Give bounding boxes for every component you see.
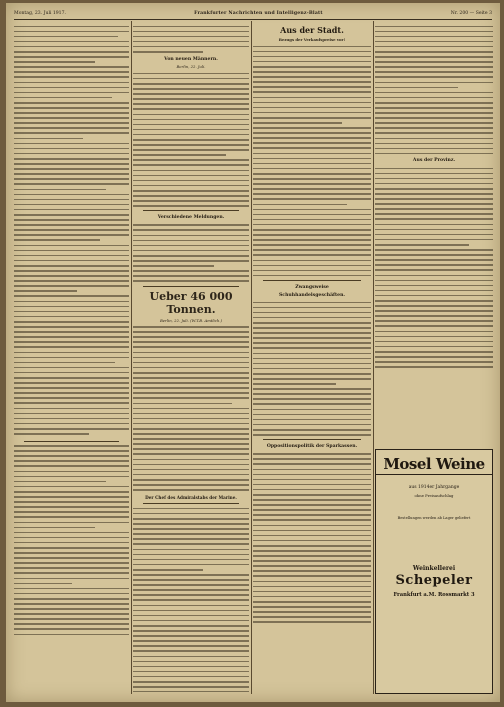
text-block: [133, 26, 249, 53]
ad-company-name: Schepeler: [395, 573, 473, 588]
ad-address: Frankfurt a.M. Rossmarkt 3: [393, 592, 475, 598]
column-rule: [131, 21, 132, 694]
ad-line: ohne Preisaufschlag: [414, 493, 454, 498]
header-page-number: Nr. 200 — Seite 3: [450, 10, 492, 16]
column-3: [253, 22, 371, 692]
column-1: [14, 22, 129, 692]
ad-line: aus 1914er Jahrgange: [408, 485, 460, 490]
ad-brand: Mosel Weine: [376, 454, 492, 475]
text-block: [375, 26, 493, 155]
section-divider: [143, 503, 239, 504]
page-header: [14, 7, 492, 20]
article-dateline: Berlin, 22. Juli.: [176, 64, 206, 70]
article-signoff: Der Chef des Admiralstabs der Marine.: [145, 494, 237, 500]
ad-line: Bestellungen werden ab Lager geliefert: [397, 516, 471, 520]
article-dateline: Berlin, 22. Juli. (W.T.B. Amtlich.): [159, 317, 223, 323]
text-block: [14, 445, 129, 635]
section-heading: Aus der Provinz.: [412, 158, 456, 164]
section-heading: Aus der Stadt.: [280, 25, 344, 35]
article-headline: Ueber 46 000 Tonnen.: [149, 289, 233, 316]
article-heading: Oppositionspolitik der Sparkassen.: [266, 444, 358, 450]
section-divider: [24, 441, 119, 442]
article-heading: Von neuen Männern.: [164, 56, 218, 62]
text-block: [133, 224, 249, 282]
header-title: Frankfurter Nachrichten und Intelligenz-Blatt: [194, 10, 323, 16]
ad-company-type: Weinkellerei: [412, 565, 456, 572]
column-2: [133, 22, 249, 692]
article-heading-line2: Schuhhandelsgeschäften.: [278, 292, 346, 298]
section-divider: [143, 210, 239, 211]
text-block: [253, 302, 371, 436]
section-divider: [143, 286, 239, 287]
newspaper-page: [6, 3, 500, 702]
column-4: [375, 22, 493, 442]
text-block: [133, 326, 249, 491]
advertisement-mosel-weine: [375, 449, 493, 694]
article-heading: Verschiedene Meldungen.: [157, 215, 225, 221]
header-date: Montag, 23. Juli 1917.: [14, 10, 66, 16]
text-block: [14, 26, 129, 435]
column-rule: [251, 21, 252, 694]
article-heading: Zwangsweise: [295, 284, 329, 290]
text-block: [133, 73, 249, 207]
text-block: [133, 508, 249, 692]
text-block: [375, 168, 493, 368]
text-block: [253, 453, 371, 623]
section-subheading: Bezugs der Verkaufspreise vor!: [278, 37, 346, 42]
section-divider: [263, 439, 361, 440]
text-block: [253, 46, 371, 277]
section-divider: [263, 280, 361, 281]
column-rule: [373, 21, 374, 694]
